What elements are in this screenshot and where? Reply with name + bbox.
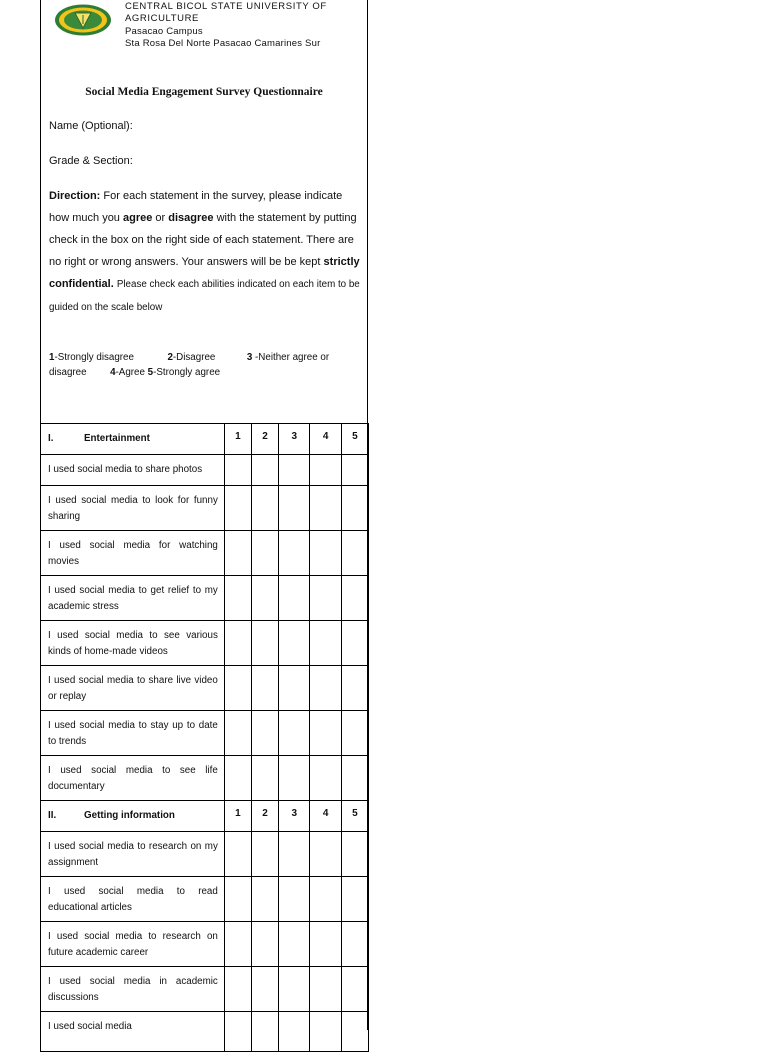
survey-item-row	[41, 531, 369, 576]
institution-name-line2: AGRICULTURE	[125, 13, 199, 24]
scale-3-number: 3	[246, 352, 253, 363]
survey-statement: I used social media to research on future academic career	[41, 922, 225, 967]
name-field-label: Name (Optional):	[49, 120, 133, 132]
rating-checkbox-cell[interactable]	[341, 486, 368, 531]
rating-checkbox-cell[interactable]	[279, 576, 310, 621]
rating-checkbox-cell[interactable]	[224, 967, 251, 1012]
rating-checkbox-cell[interactable]	[224, 922, 251, 967]
direction-confidential: strictly confidential.	[49, 256, 360, 290]
rating-checkbox-cell[interactable]	[310, 531, 341, 576]
survey-statement: I used social media to get relief to my academic stress	[41, 576, 225, 621]
rating-checkbox-cell[interactable]	[341, 531, 368, 576]
rating-checkbox-cell[interactable]	[310, 455, 341, 486]
survey-statement: I used social media to see various kinds of home-made videos	[41, 621, 225, 666]
rating-checkbox-cell[interactable]	[224, 877, 251, 922]
rating-checkbox-cell[interactable]	[310, 621, 341, 666]
scale-column-header: 5	[341, 424, 368, 455]
survey-page	[40, 0, 368, 1030]
section-title: Entertainment	[84, 433, 150, 444]
rating-checkbox-cell[interactable]	[252, 666, 279, 711]
section-number: II.	[48, 810, 57, 821]
scale-column-header: 1	[224, 424, 251, 455]
rating-checkbox-cell[interactable]	[279, 711, 310, 756]
document-title: Social Media Engagement Survey Questionnaire	[85, 86, 323, 98]
survey-item-row	[41, 756, 369, 801]
survey-item-row	[41, 967, 369, 1012]
rating-checkbox-cell[interactable]	[310, 756, 341, 801]
survey-item-row	[41, 486, 369, 531]
rating-checkbox-cell[interactable]	[279, 922, 310, 967]
rating-checkbox-cell[interactable]	[252, 922, 279, 967]
direction-text-3: Please check each abilities indicated on each item to be guided on the scale below	[49, 279, 360, 313]
rating-checkbox-cell[interactable]	[279, 756, 310, 801]
rating-checkbox-cell[interactable]	[341, 922, 368, 967]
survey-statement: I used social media	[41, 1012, 225, 1052]
rating-checkbox-cell[interactable]	[341, 877, 368, 922]
scale-4-number: 4	[110, 367, 116, 378]
direction-text-2: with the statement by putting check in the box on the right side of each statement. There are no right or wrong answers. Your answers will be be kept	[49, 212, 357, 268]
rating-checkbox-cell[interactable]	[252, 711, 279, 756]
survey-item-row	[41, 576, 369, 621]
scale-column-header: 5	[341, 801, 368, 832]
rating-checkbox-cell[interactable]	[224, 455, 251, 486]
rating-checkbox-cell[interactable]	[252, 576, 279, 621]
section-header-row	[41, 424, 369, 455]
survey-statement: I used social media for watching movies	[41, 531, 225, 576]
rating-checkbox-cell[interactable]	[252, 486, 279, 531]
rating-checkbox-cell[interactable]	[279, 621, 310, 666]
scale-5-label: -Strongly agree	[153, 367, 221, 378]
grade-section-label: Grade & Section:	[49, 155, 133, 167]
university-seal-icon	[54, 3, 112, 37]
scale-column-header: 2	[252, 801, 279, 832]
rating-checkbox-cell[interactable]	[310, 711, 341, 756]
campus-name: Pasacao Campus	[125, 26, 203, 37]
rating-checkbox-cell[interactable]	[279, 877, 310, 922]
survey-statement: I used social media in academic discussions	[41, 967, 225, 1012]
scale-column-header: 1	[224, 801, 251, 832]
survey-item-row	[41, 666, 369, 711]
scale-column-header: 3	[279, 424, 310, 455]
survey-statement: I used social media to research on my assignment	[41, 832, 225, 877]
section-number: I.	[48, 433, 54, 444]
rating-checkbox-cell[interactable]	[279, 666, 310, 711]
section-title: Getting information	[84, 810, 175, 821]
rating-checkbox-cell[interactable]	[310, 922, 341, 967]
section-title-cell	[41, 801, 225, 832]
rating-checkbox-cell[interactable]	[341, 576, 368, 621]
survey-statement: I used social media to share live video or replay	[41, 666, 225, 711]
direction-agree: agree	[123, 212, 153, 224]
campus-address: Sta Rosa Del Norte Pasacao Camarines Sur	[125, 38, 321, 49]
survey-item-row	[41, 621, 369, 666]
scale-2-label: -Disagree	[172, 352, 216, 363]
rating-checkbox-cell[interactable]	[252, 967, 279, 1012]
rating-checkbox-cell[interactable]	[341, 756, 368, 801]
rating-checkbox-cell[interactable]	[252, 832, 279, 877]
rating-checkbox-cell[interactable]	[341, 832, 368, 877]
scale-1-label: -Strongly disagree	[54, 352, 134, 363]
scale-3-label: -Neither agree or disagree	[49, 352, 330, 378]
rating-checkbox-cell[interactable]	[252, 531, 279, 576]
rating-checkbox-cell[interactable]	[341, 967, 368, 1012]
direction-disagree: disagree	[168, 212, 214, 224]
survey-statement: I used social media to share photos	[41, 455, 225, 486]
scale-column-header: 4	[310, 424, 341, 455]
rating-checkbox-cell[interactable]	[224, 756, 251, 801]
rating-checkbox-cell[interactable]	[310, 1012, 341, 1052]
survey-item-row	[41, 832, 369, 877]
survey-item-row	[41, 877, 369, 922]
rating-checkbox-cell[interactable]	[341, 666, 368, 711]
section-title-cell	[41, 424, 225, 455]
rating-checkbox-cell[interactable]	[279, 455, 310, 486]
rating-checkbox-cell[interactable]	[252, 621, 279, 666]
rating-checkbox-cell[interactable]	[252, 455, 279, 486]
rating-checkbox-cell[interactable]	[279, 967, 310, 1012]
rating-checkbox-cell[interactable]	[341, 455, 368, 486]
rating-checkbox-cell[interactable]	[310, 486, 341, 531]
rating-checkbox-cell[interactable]	[310, 666, 341, 711]
rating-checkbox-cell[interactable]	[310, 967, 341, 1012]
rating-checkbox-cell[interactable]	[224, 1012, 251, 1052]
survey-statement: I used social media to see life documentary	[41, 756, 225, 801]
rating-checkbox-cell[interactable]	[279, 531, 310, 576]
rating-checkbox-cell[interactable]	[224, 666, 251, 711]
rating-checkbox-cell[interactable]	[341, 1012, 368, 1052]
survey-statement: I used social media to read educational articles	[41, 877, 225, 922]
rating-checkbox-cell[interactable]	[224, 711, 251, 756]
scale-1-number: 1	[49, 352, 55, 363]
rating-checkbox-cell[interactable]	[279, 1012, 310, 1052]
scale-column-header: 3	[279, 801, 310, 832]
survey-statement: I used social media to stay up to date to trends	[41, 711, 225, 756]
section-header-row	[41, 801, 369, 832]
scale-column-header: 2	[252, 424, 279, 455]
rating-checkbox-cell[interactable]	[310, 877, 341, 922]
survey-item-row	[41, 1012, 369, 1052]
rating-checkbox-cell[interactable]	[310, 576, 341, 621]
survey-item-row	[41, 711, 369, 756]
rating-checkbox-cell[interactable]	[252, 756, 279, 801]
direction-text-1: For each statement in the survey, please indicate how much you	[49, 190, 343, 224]
directions-paragraph	[49, 185, 365, 319]
rating-checkbox-cell[interactable]	[341, 621, 368, 666]
scale-2-number: 2	[167, 352, 173, 363]
rating-checkbox-cell[interactable]	[224, 486, 251, 531]
rating-checkbox-cell[interactable]	[224, 531, 251, 576]
institution-name-line1: CENTRAL BICOL STATE UNIVERSITY OF	[125, 1, 327, 12]
rating-checkbox-cell[interactable]	[252, 877, 279, 922]
direction-label: Direction:	[49, 190, 101, 202]
survey-table	[40, 423, 369, 1052]
scale-5-number: 5	[147, 367, 154, 378]
survey-statement: I used social media to look for funny sharing	[41, 486, 225, 531]
survey-item-row	[41, 455, 369, 486]
rating-checkbox-cell[interactable]	[224, 621, 251, 666]
rating-checkbox-cell[interactable]	[252, 1012, 279, 1052]
rating-checkbox-cell[interactable]	[224, 576, 251, 621]
survey-item-row	[41, 922, 369, 967]
direction-or: or	[155, 212, 166, 224]
scale-column-header: 4	[310, 801, 341, 832]
rating-checkbox-cell[interactable]	[224, 832, 251, 877]
rating-checkbox-cell[interactable]	[279, 832, 310, 877]
rating-checkbox-cell[interactable]	[310, 832, 341, 877]
rating-checkbox-cell[interactable]	[279, 486, 310, 531]
scale-4-label: -Agree	[115, 367, 145, 378]
rating-checkbox-cell[interactable]	[341, 711, 368, 756]
rating-scale-legend	[49, 350, 365, 380]
